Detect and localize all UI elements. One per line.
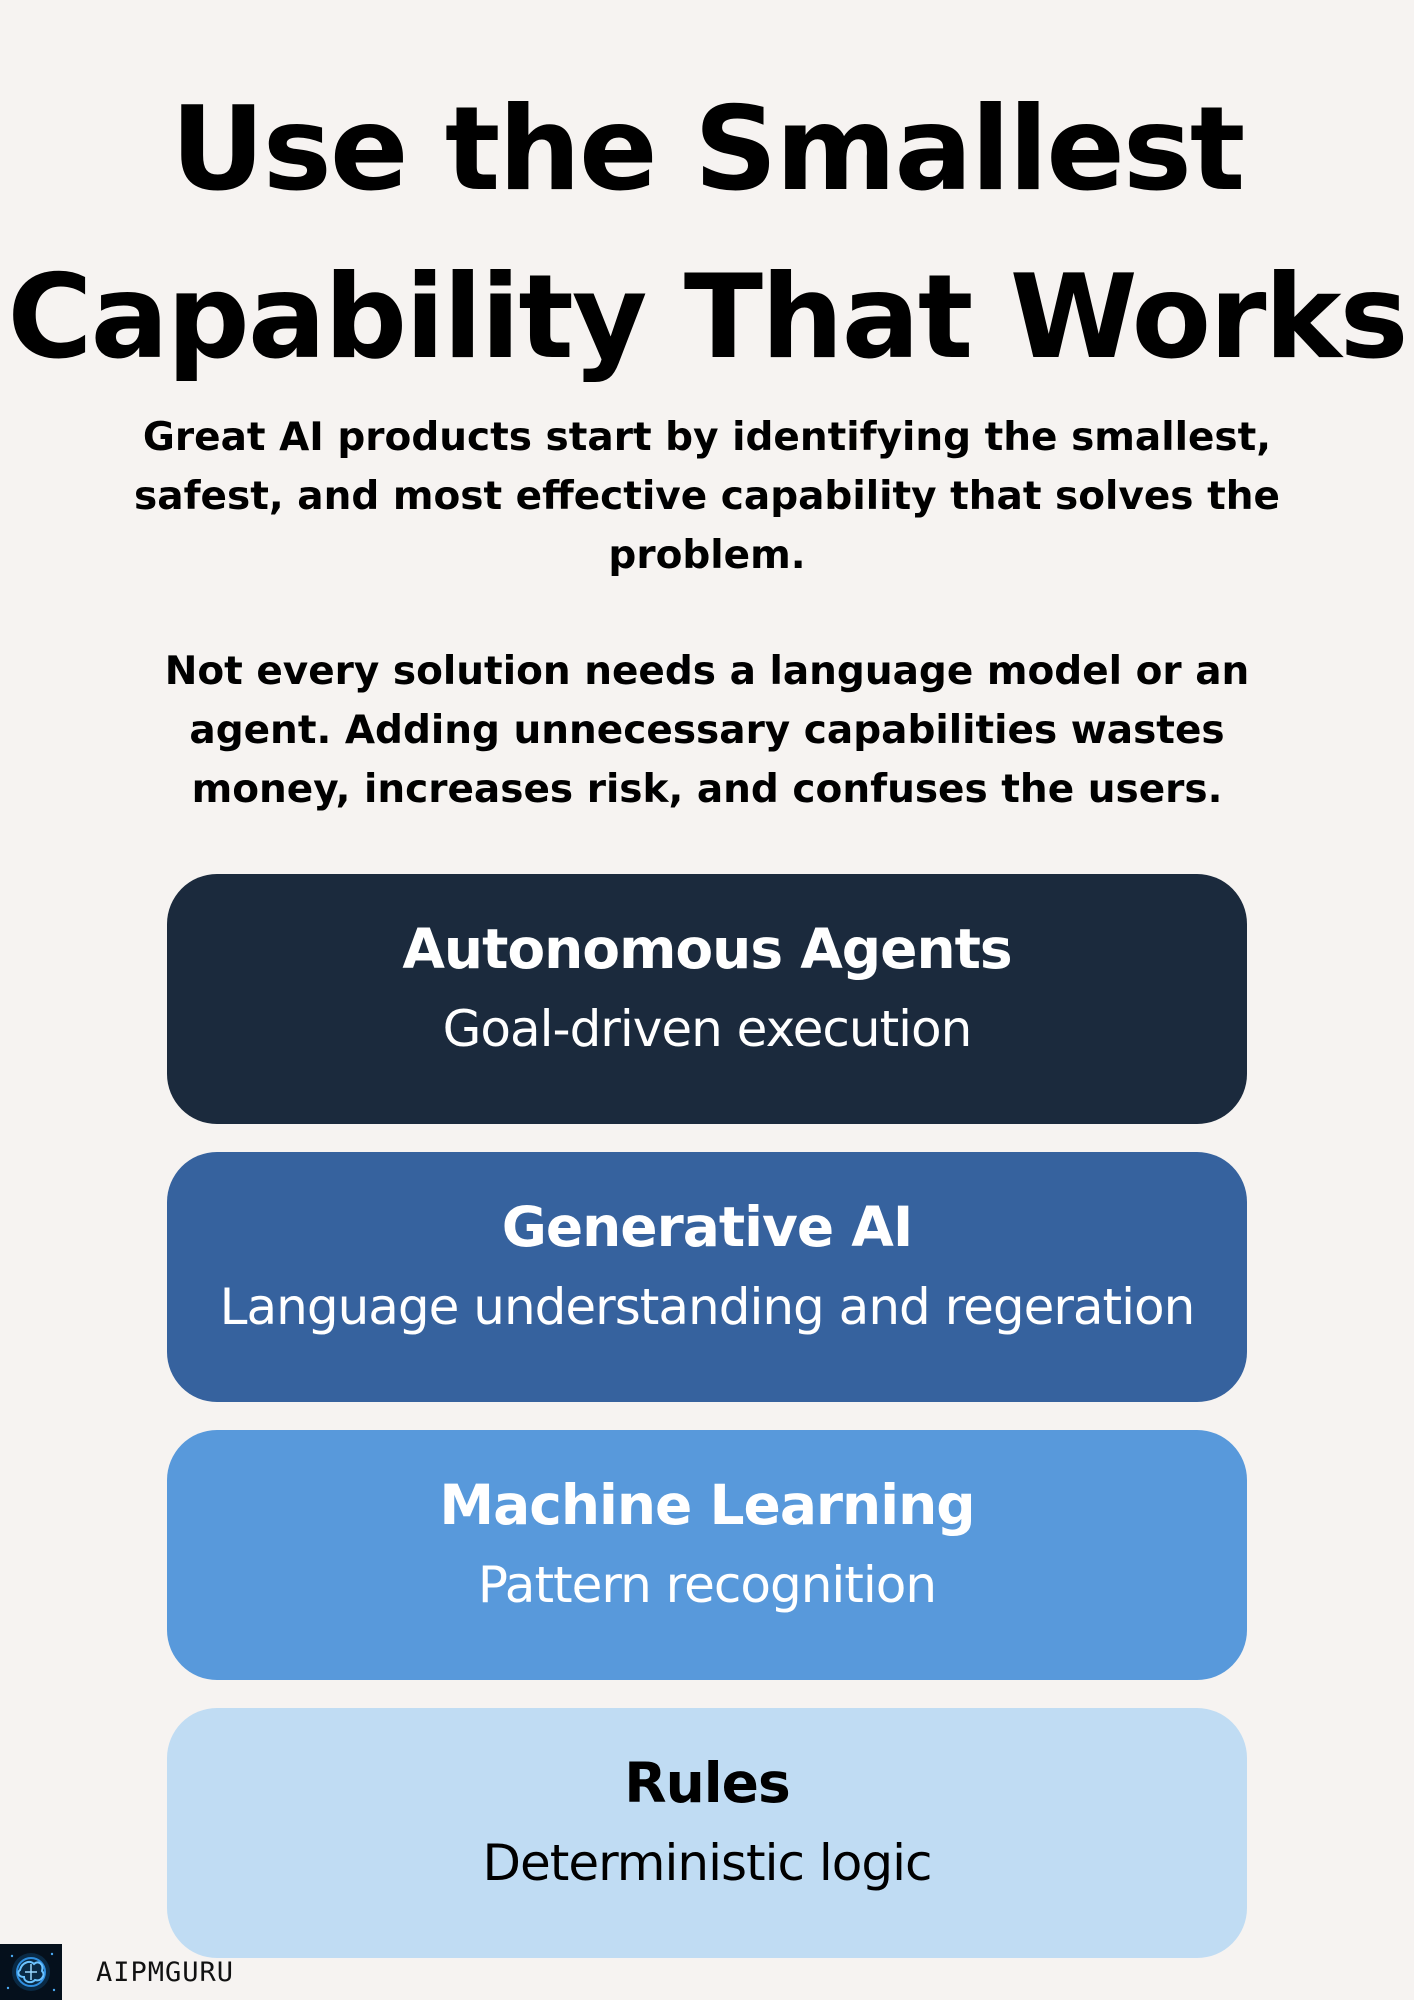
tier-description: Language understanding and regeration: [219, 1278, 1195, 1336]
tier-rules: [167, 1708, 1247, 1958]
tier-description: Deterministic logic: [482, 1834, 932, 1892]
tier-name: Generative AI: [501, 1195, 913, 1259]
intro-paragraph-1: Great AI products start by identifying the smallest, safest, and most effective capability that solves the problem.: [134, 415, 1280, 578]
title-line-1: Use the Smallest: [170, 82, 1244, 217]
brand-name: AIPMGURU: [96, 1957, 235, 1988]
brain-circuit-icon: [0, 1944, 62, 2000]
tier-description: Pattern recognition: [477, 1556, 937, 1614]
tier-machine-learning: [167, 1430, 1247, 1680]
tier-name: Machine Learning: [439, 1473, 975, 1537]
tier-name: Autonomous Agents: [402, 917, 1012, 981]
page-title: [0, 66, 1414, 402]
tier-name: Rules: [624, 1751, 790, 1815]
intro-paragraph-2: Not every solution needs a language model or an agent. Adding unnecessary capabilities wastes money, increases risk, and confuses the users.: [164, 649, 1250, 812]
tier-autonomous-agents: [167, 874, 1247, 1124]
title-line-2: Capability That Works: [7, 250, 1407, 385]
tier-description: Goal-driven execution: [442, 1000, 972, 1058]
tier-generative-ai: [167, 1152, 1247, 1402]
